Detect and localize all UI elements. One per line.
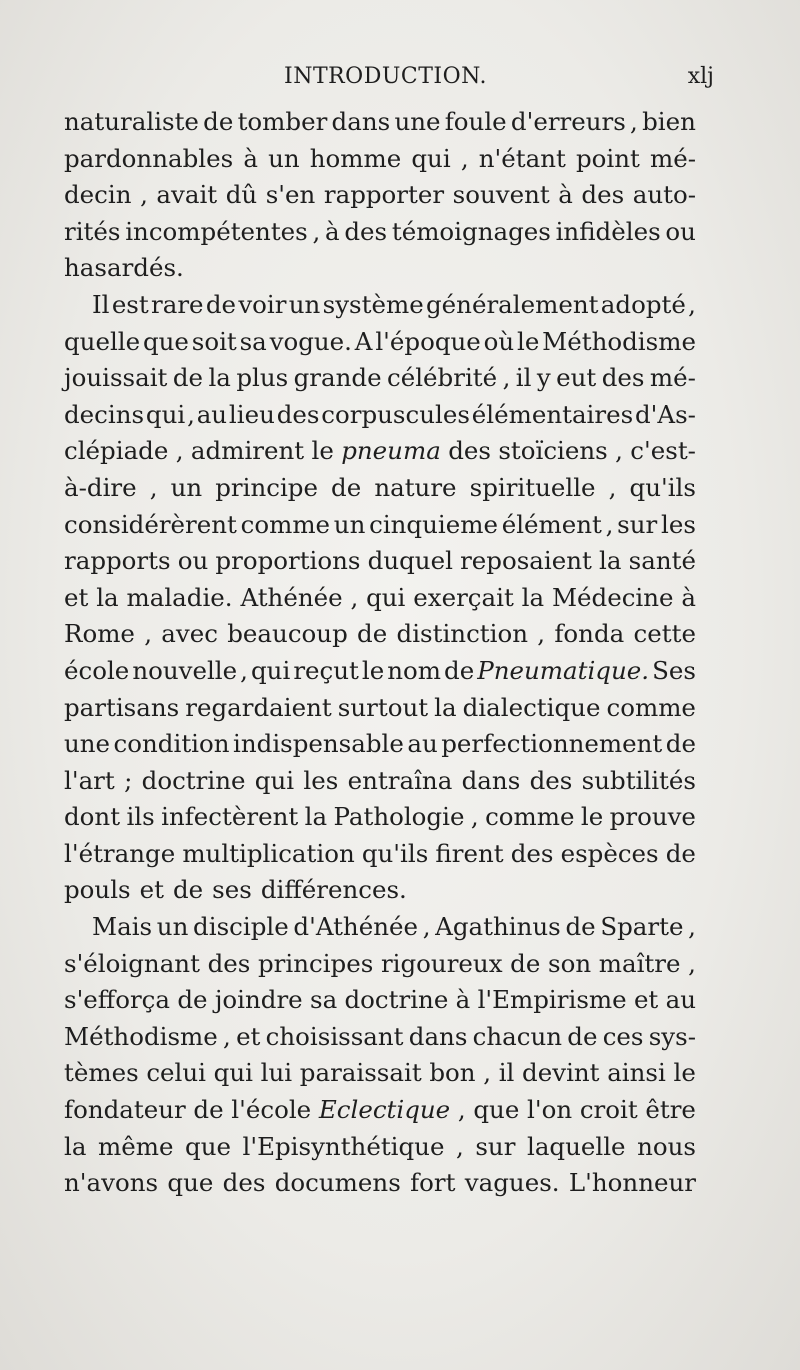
word: ,	[175, 436, 184, 466]
word: fort	[410, 1168, 456, 1198]
word: de	[172, 363, 204, 393]
word: et	[64, 582, 89, 612]
word: même	[98, 1131, 174, 1161]
word: beaucoup	[227, 619, 348, 649]
word: des	[448, 436, 491, 466]
word: célébrité	[387, 363, 498, 393]
word: d'erreurs	[510, 107, 626, 136]
word: perfectionnement	[441, 729, 663, 759]
word: ses	[212, 875, 252, 905]
word: la	[64, 1131, 87, 1161]
word: pardonnables	[64, 143, 234, 173]
word: voir	[238, 289, 287, 319]
text-line	[64, 177, 696, 214]
word: ils	[126, 802, 155, 832]
word: des	[276, 399, 320, 429]
word: foule	[444, 107, 507, 136]
word: n'avons	[64, 1168, 159, 1198]
word: Ses	[652, 655, 696, 685]
text-line	[64, 360, 696, 397]
word: ,	[149, 472, 158, 502]
word: nature	[374, 472, 457, 502]
word: un	[333, 509, 366, 539]
word: surtout	[337, 692, 429, 722]
word: les	[660, 509, 696, 539]
word: et	[139, 875, 164, 905]
word: ,	[615, 436, 623, 466]
word: de	[567, 1021, 598, 1051]
word: la	[521, 582, 545, 612]
word: ,	[187, 399, 195, 429]
text-line	[64, 580, 696, 617]
word: ,	[240, 655, 248, 685]
word: dans	[408, 1021, 468, 1051]
word: le	[580, 802, 604, 832]
word: il	[515, 363, 532, 393]
word: fonda	[554, 619, 625, 649]
word: ;	[124, 765, 133, 795]
word: cette	[633, 619, 696, 649]
word: son	[548, 948, 592, 978]
word: de	[172, 875, 204, 905]
word: quelle	[64, 326, 141, 356]
word: dans	[461, 765, 521, 795]
word: choisissant	[265, 1021, 404, 1051]
word: de	[331, 472, 362, 502]
word: des	[510, 838, 554, 868]
word: généralement	[426, 289, 599, 319]
word: indispensable	[233, 729, 404, 759]
word: de	[357, 619, 388, 649]
word: et	[236, 1021, 261, 1051]
word: y	[536, 363, 551, 393]
word: Méthodisme	[64, 1021, 218, 1051]
word: dû	[225, 180, 258, 210]
word: il	[498, 1058, 515, 1088]
word: de	[193, 1095, 224, 1125]
word: au	[665, 985, 696, 1015]
word: des	[601, 363, 645, 393]
word: principe	[215, 472, 318, 502]
word: point	[575, 143, 640, 173]
word: grande	[293, 363, 382, 393]
word: et	[633, 985, 659, 1015]
word: firent	[435, 838, 504, 868]
word: qui	[411, 143, 451, 173]
word: ,	[688, 948, 696, 978]
text-line	[64, 214, 696, 251]
word: s'éloignant	[64, 948, 200, 978]
word: une	[394, 107, 441, 136]
word: eut	[556, 363, 597, 393]
word: au	[196, 399, 228, 429]
word: ,	[502, 363, 511, 393]
word: distinction	[396, 619, 528, 649]
word: paraissait	[299, 1058, 422, 1088]
word: Agathinus	[435, 912, 561, 942]
word: la	[96, 582, 119, 612]
word: s'en	[265, 180, 316, 210]
text-line	[64, 1129, 696, 1166]
word: avec	[161, 619, 218, 649]
word: doctrine	[141, 765, 246, 795]
word: ,	[688, 289, 696, 319]
word: que	[185, 1131, 231, 1161]
word: l'étrange	[64, 838, 176, 868]
word: un	[170, 472, 203, 502]
word: condition	[113, 729, 230, 759]
word: l'école	[231, 1095, 312, 1125]
text-line	[64, 507, 696, 544]
word: ,	[537, 619, 546, 649]
text-line	[64, 324, 696, 361]
word: qui	[250, 655, 291, 685]
word: à-dire	[64, 472, 137, 502]
word: à	[325, 216, 340, 246]
word: ,	[605, 509, 614, 539]
word: de	[665, 838, 696, 868]
text-line	[64, 726, 696, 763]
text-line	[64, 470, 696, 507]
word: à	[558, 180, 573, 210]
word: ,	[144, 619, 153, 649]
text-line	[64, 616, 696, 653]
word: proportions	[215, 546, 361, 576]
word: système	[322, 289, 424, 319]
word: ,	[350, 582, 359, 612]
word: clépiade	[64, 436, 169, 466]
word: que	[167, 1168, 214, 1198]
word: Rome	[64, 619, 135, 649]
word: l'époque	[375, 326, 481, 356]
word: des	[344, 216, 388, 246]
word: maître	[598, 948, 681, 978]
word: l'Episynthétique	[242, 1131, 445, 1161]
text-line	[64, 946, 696, 983]
text-line	[64, 836, 696, 873]
word: ,	[312, 216, 321, 246]
word: de	[177, 985, 208, 1015]
word: Mais	[92, 912, 153, 942]
word: adopté	[600, 289, 686, 319]
word: tomber	[237, 107, 328, 136]
word: ,	[483, 1058, 492, 1088]
word: s'efforça	[64, 985, 171, 1015]
word: regardaient	[185, 692, 332, 722]
word: pneuma	[341, 436, 441, 466]
word: espèces	[560, 838, 659, 868]
word: naturaliste	[64, 107, 199, 136]
text-line	[64, 543, 696, 580]
word: à	[243, 143, 258, 173]
word: croit	[579, 1095, 638, 1125]
word: témoignages	[391, 216, 551, 246]
word: différences.	[260, 875, 407, 905]
word: la	[599, 546, 622, 576]
word: considérèrent	[64, 509, 237, 539]
word: duquel	[367, 546, 453, 576]
word: Pathologie	[333, 802, 465, 832]
word: sa	[239, 326, 267, 356]
word: ,	[140, 180, 148, 210]
text-line	[64, 1165, 696, 1202]
text-line	[64, 433, 696, 470]
text-line	[64, 799, 696, 836]
word: decin	[64, 180, 132, 210]
word: nous	[637, 1131, 696, 1161]
word: que	[142, 326, 189, 356]
word: un	[268, 143, 300, 173]
word: Il	[92, 289, 110, 319]
word: à	[681, 582, 696, 612]
word: nouvelle	[132, 655, 238, 685]
word: principes	[257, 948, 374, 978]
word: rités	[64, 216, 121, 246]
word: rigoureux	[380, 948, 503, 978]
word: bien	[642, 107, 696, 136]
word: le	[516, 326, 540, 356]
word: L'honneur	[568, 1168, 696, 1198]
word: Médecine	[551, 582, 674, 612]
word: le	[311, 436, 334, 466]
word: lui	[260, 1058, 293, 1088]
word: santé	[628, 546, 696, 576]
word: une	[64, 729, 111, 759]
word: dialectique	[462, 692, 601, 722]
word: corpuscules	[321, 399, 470, 429]
word: comme	[606, 692, 696, 722]
word: de	[203, 107, 234, 136]
word: comme	[240, 509, 331, 539]
word: sa	[310, 985, 338, 1015]
word: Eclectique	[318, 1095, 451, 1125]
word: ,	[422, 912, 431, 942]
word: ces	[602, 1021, 644, 1051]
word: prouve	[609, 802, 696, 832]
text-line	[64, 1092, 696, 1129]
word: rapporter	[323, 180, 445, 210]
word: Méthodisme	[542, 326, 696, 356]
text-line	[64, 1055, 696, 1092]
word: de	[510, 948, 541, 978]
text-line	[64, 909, 696, 946]
word: la	[434, 692, 457, 722]
word: ,	[630, 107, 638, 136]
word: doctrine	[344, 985, 449, 1015]
word: où	[483, 326, 515, 356]
word: Pneumatique.	[477, 655, 650, 685]
word: ,	[460, 143, 469, 173]
word: nom	[387, 655, 442, 685]
word: le	[673, 1058, 696, 1088]
word: decins	[64, 399, 145, 429]
word: incompétentes	[125, 216, 308, 246]
word: fondateur	[64, 1095, 186, 1125]
word: l'on	[527, 1095, 573, 1125]
word: les	[303, 765, 339, 795]
word: sur	[617, 509, 658, 539]
word: un	[288, 289, 321, 319]
word: qui	[213, 1058, 253, 1088]
word: mé-	[649, 363, 696, 393]
word: Athénée	[240, 582, 343, 612]
word: rapports	[64, 546, 171, 576]
text-line	[64, 141, 696, 178]
word: cinquieme	[369, 509, 498, 539]
word: admirent	[190, 436, 305, 466]
word: de	[665, 729, 696, 759]
word: reposaient	[460, 546, 592, 576]
body-text	[64, 104, 696, 1202]
word: Sparte	[600, 912, 684, 942]
word: ,	[688, 912, 696, 942]
word: des	[581, 180, 625, 210]
running-head	[64, 64, 714, 94]
word: qui	[254, 765, 295, 795]
word: qu'ils	[629, 472, 696, 502]
word: n'étant	[478, 143, 566, 173]
word: de	[205, 289, 237, 319]
text-line	[64, 763, 696, 800]
word: la	[304, 802, 328, 832]
word: être	[645, 1095, 696, 1125]
word: sur	[475, 1131, 516, 1161]
word: pouls	[64, 875, 131, 905]
word: ,	[457, 1095, 466, 1125]
word: documens	[274, 1168, 401, 1198]
text-line	[64, 872, 696, 909]
word: celui	[146, 1058, 206, 1088]
word: lieu	[228, 399, 275, 429]
running-title: INTRODUCTION.	[284, 64, 487, 89]
word: reçut	[293, 655, 359, 685]
word: c'est-	[630, 436, 696, 466]
word: souvent	[452, 180, 550, 210]
text-line	[64, 250, 696, 287]
word: ,	[470, 802, 479, 832]
page-number: xlj	[687, 64, 714, 89]
word: des	[207, 948, 251, 978]
word: d'Athénée	[293, 912, 418, 942]
word: infectèrent	[161, 802, 299, 832]
word: stoïciens	[498, 436, 608, 466]
word: maladie.	[126, 582, 233, 612]
word: A	[354, 326, 373, 356]
word: de	[444, 655, 475, 685]
word: laquelle	[526, 1131, 626, 1161]
word: partisans	[64, 692, 180, 722]
word: bon	[429, 1058, 476, 1088]
word: un	[156, 912, 189, 942]
word: homme	[309, 143, 402, 173]
word: est	[111, 289, 149, 319]
word: avait	[156, 180, 218, 210]
text-line	[64, 1019, 696, 1056]
word: ou	[177, 546, 209, 576]
word: spirituelle	[469, 472, 596, 502]
word: soit	[191, 326, 237, 356]
word: l'art	[64, 765, 115, 795]
text-line	[64, 653, 696, 690]
word: tèmes	[64, 1058, 139, 1088]
word: vagues.	[464, 1168, 560, 1198]
word: des	[529, 765, 573, 795]
word: des	[222, 1168, 266, 1198]
word: qui	[366, 582, 406, 612]
word: au	[407, 729, 438, 759]
word: sys-	[648, 1021, 696, 1051]
text-line	[64, 690, 696, 727]
word: ou	[665, 216, 696, 246]
word: ainsi	[607, 1058, 666, 1088]
word: élémentaires	[471, 399, 634, 429]
word: subtilités	[581, 765, 696, 795]
word: de	[565, 912, 596, 942]
word: élément	[501, 509, 602, 539]
word: jouissait	[64, 363, 168, 393]
word: mé-	[649, 143, 696, 173]
word: multiplication	[182, 838, 355, 868]
word: hasardés.	[64, 253, 184, 283]
word: chacun	[472, 1021, 563, 1051]
word: devint	[522, 1058, 600, 1088]
word: dont	[64, 802, 121, 832]
word: auto-	[632, 180, 696, 210]
word: vogue.	[269, 326, 352, 356]
word: disciple	[193, 912, 289, 942]
text-line	[64, 104, 696, 141]
word: qu'ils	[361, 838, 429, 868]
text-line	[64, 397, 696, 434]
word: infidèles	[555, 216, 661, 246]
word: joindre	[214, 985, 303, 1015]
word: la	[208, 363, 231, 393]
word: l'Empirisme	[477, 985, 627, 1015]
word: dans	[331, 107, 391, 136]
word: ,	[608, 472, 617, 502]
text-line	[64, 982, 696, 1019]
word: ,	[223, 1021, 231, 1051]
word: que	[473, 1095, 520, 1125]
word: d'As-	[635, 399, 696, 429]
word: comme	[485, 802, 575, 832]
word: école	[64, 655, 130, 685]
word: plus	[236, 363, 289, 393]
word: à	[455, 985, 471, 1015]
word: qui	[145, 399, 186, 429]
word: rare	[151, 289, 204, 319]
word: entraîna	[347, 765, 453, 795]
text-line	[64, 287, 696, 324]
word: ,	[456, 1131, 464, 1161]
word: exerçait	[413, 582, 514, 612]
word: le	[361, 655, 385, 685]
